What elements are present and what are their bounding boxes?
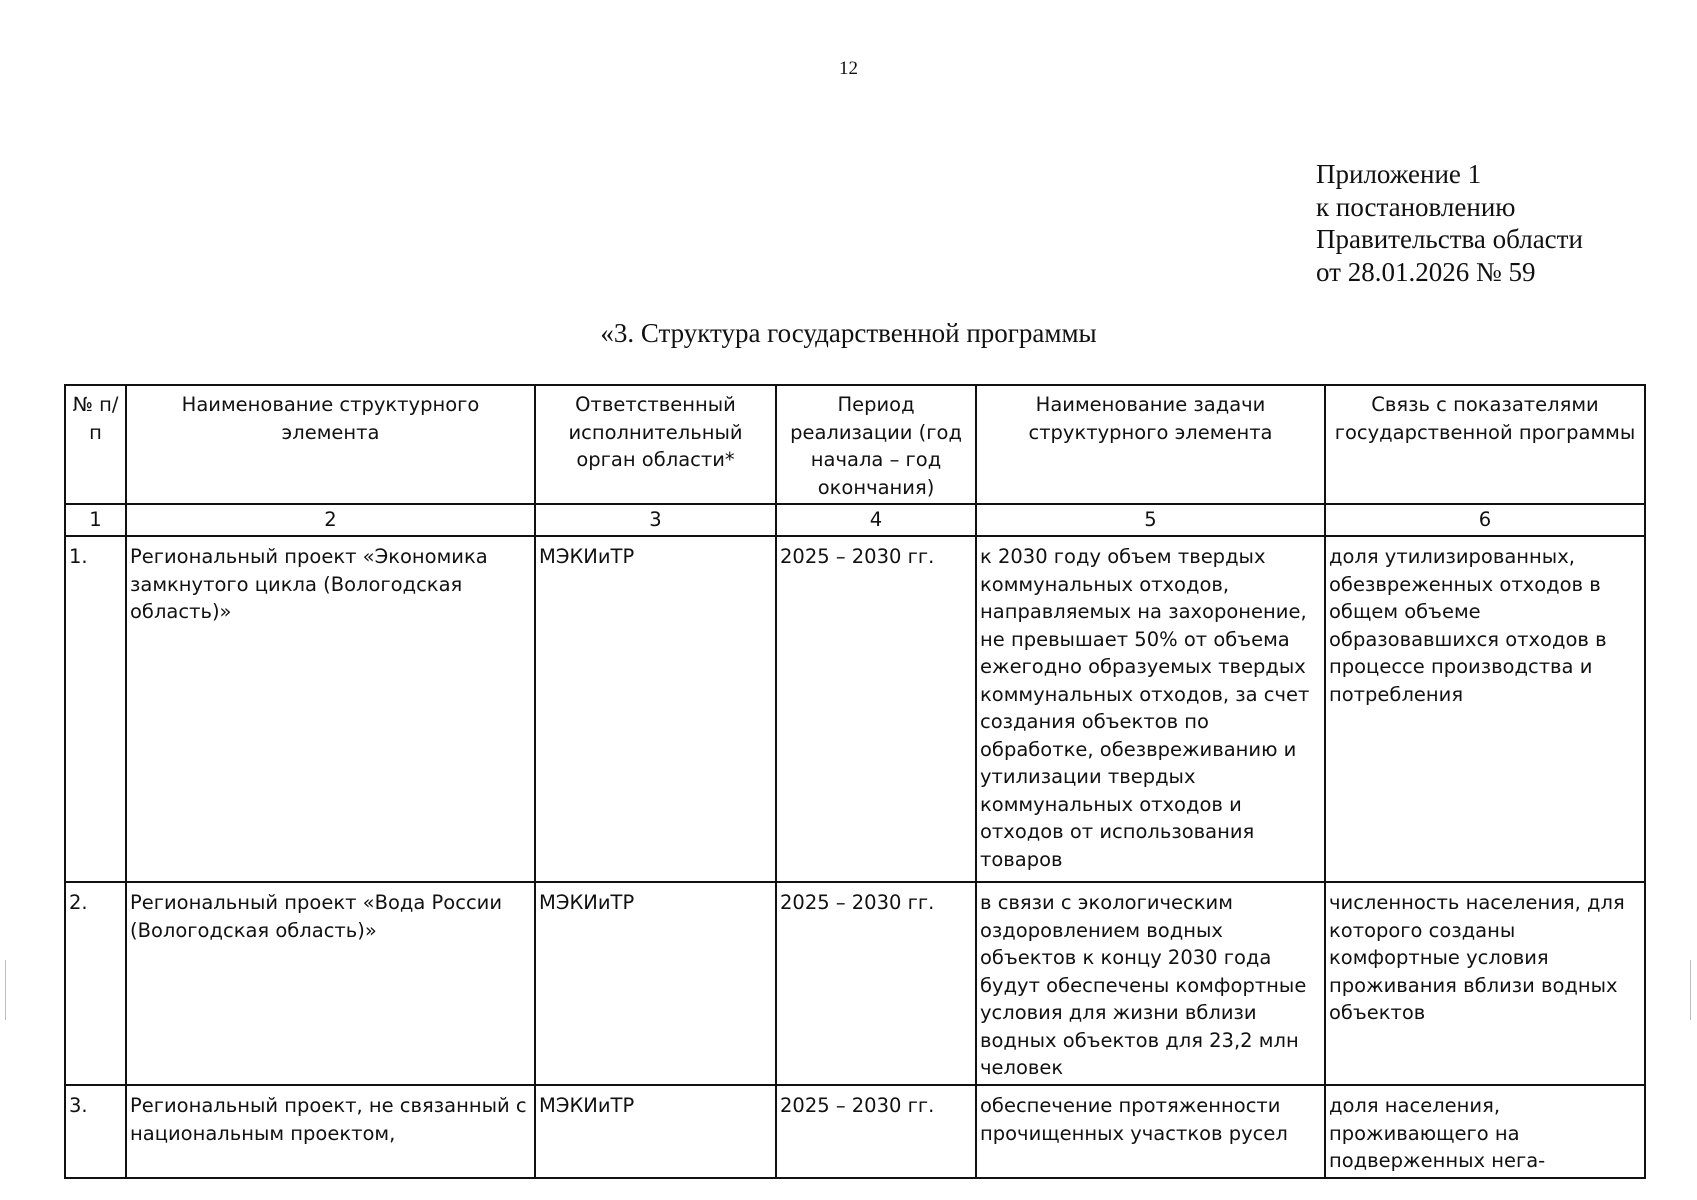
- table-row: [65, 536, 1645, 882]
- row-task: в связи с экологическим оздоровлением водных объектов к концу 2030 года будут обеспечены комфортные условия для жизни вблизи водных объектов для 23,2 млн человек: [976, 882, 1325, 1085]
- row-indicator: численность населения, для которого созданы комфортные условия проживания вблизи водных объектов: [1325, 882, 1645, 1085]
- section-title: «3. Структура государственной программы: [600, 318, 1097, 348]
- table-row: [65, 1085, 1645, 1178]
- column-number: 1: [65, 504, 126, 536]
- appendix-date-line: от 28.01.2026 № 59: [1316, 256, 1536, 287]
- appendix-line: к постановлению: [1316, 191, 1516, 222]
- row-number: 1.: [65, 536, 126, 882]
- header-cell-element-name: Наименование структурного элемента: [126, 385, 535, 504]
- table-numbering-row: [65, 504, 1645, 536]
- scan-edge-mark: [5, 960, 6, 1020]
- row-number: 3.: [65, 1085, 126, 1178]
- table-header-row: [65, 385, 1645, 504]
- row-element-name: Региональный проект «Вода России (Вологодская область)»: [126, 882, 535, 1085]
- row-indicator: доля населения, проживающего на подверженных нега-: [1325, 1085, 1645, 1178]
- header-cell-task: Наименование задачи структурного элемента: [976, 385, 1325, 504]
- table-row: [65, 882, 1645, 1085]
- column-number: 3: [535, 504, 776, 536]
- scan-edge-mark: [1690, 960, 1691, 1020]
- row-element-name: Региональный проект, не связанный с национальным проектом,: [126, 1085, 535, 1178]
- header-cell-indicators: Связь с показателями государственной программы: [1325, 385, 1645, 504]
- row-executor: МЭКИиТР: [535, 1085, 776, 1178]
- row-period: 2025 – 2030 гг.: [776, 1085, 976, 1178]
- row-executor: МЭКИиТР: [535, 882, 776, 1085]
- column-number: 4: [776, 504, 976, 536]
- row-element-name: Региональный проект «Экономика замкнутого цикла (Вологодская область)»: [126, 536, 535, 882]
- structure-table: [64, 384, 1646, 1179]
- header-cell-number: № п/п: [65, 385, 126, 504]
- row-indicator: доля утилизированных, обезвреженных отходов в общем объеме образовавшихся отходов в процессе производства и потребления: [1325, 536, 1645, 882]
- header-cell-executor: Ответственный исполнительный орган области*: [535, 385, 776, 504]
- appendix-block: [1316, 158, 1583, 288]
- column-number: 6: [1325, 504, 1645, 536]
- page-number: 12: [839, 58, 858, 79]
- row-period: 2025 – 2030 гг.: [776, 536, 976, 882]
- header-cell-period: Период реализации (год начала – год окончания): [776, 385, 976, 504]
- row-period: 2025 – 2030 гг.: [776, 882, 976, 1085]
- row-number: 2.: [65, 882, 126, 1085]
- appendix-line: Приложение 1: [1316, 159, 1482, 189]
- appendix-line: Правительства области: [1316, 224, 1583, 254]
- row-task: к 2030 году объем твердых коммунальных отходов, направляемых на захоронение, не превышает 50% от объема ежегодно образуемых твердых коммунальных отходов, за счет создания объектов по обработке, обезвреживанию и утилизации твердых коммунальных отходов и отходов от использования товаров: [976, 536, 1325, 882]
- row-executor: МЭКИиТР: [535, 536, 776, 882]
- row-task: обеспечение протяженности прочищенных участков русел: [976, 1085, 1325, 1178]
- column-number: 2: [126, 504, 535, 536]
- column-number: 5: [976, 504, 1325, 536]
